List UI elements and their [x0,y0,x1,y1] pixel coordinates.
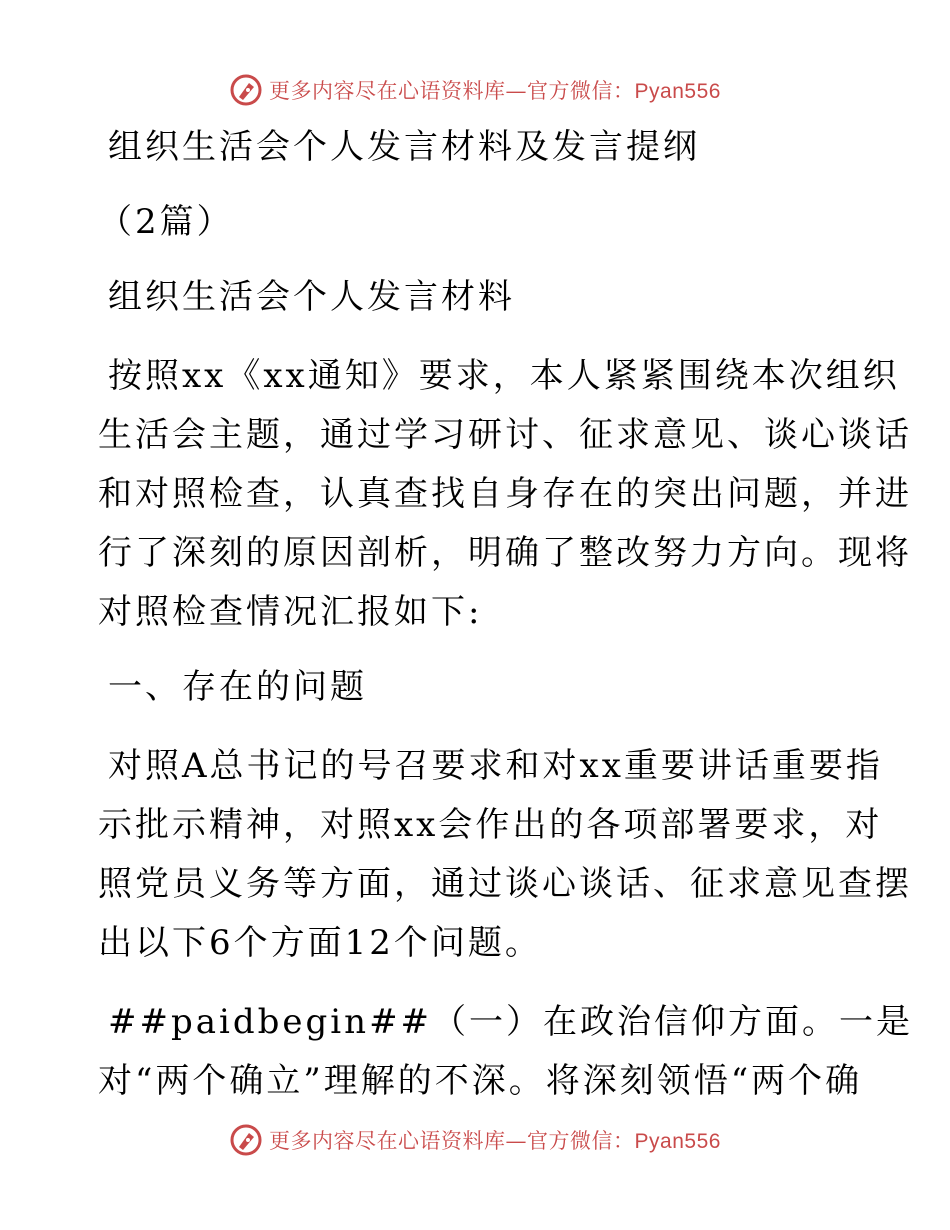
watermark-text: 更多内容尽在心语资料库—官方微信：Pyan556 [269,79,721,103]
paragraph-line: 生活会主题，通过学习研讨、征求意见、谈心谈话 [98,415,912,455]
section-title: 组织生活会个人发言材料 [108,277,515,317]
paragraph-line: 对“两个确立”理解的不深。将深刻领悟“两个确 [98,1061,863,1101]
paragraph-line: ##paidbegin##（一）在政治信仰方面。一是 [108,1002,914,1042]
paragraph-line: 示批示精神，对照xx会作出的各项部署要求，对 [98,805,883,845]
paragraph-line: 对照A总书记的号召要求和对xx重要讲话重要指 [108,746,883,786]
paragraph-political-belief [98,993,914,1111]
paragraph-line: 行了深刻的原因剖析，明确了整改努力方向。现将 [98,533,912,573]
paragraph-problems [98,737,912,973]
pen-nib-circle-logo-icon [229,1123,263,1157]
paragraph-line: 出以下6个方面12个问题。 [98,923,542,963]
paragraph-intro [98,347,912,642]
pen-nib-circle-logo-icon [229,73,263,107]
document-body [98,118,914,1111]
paragraph-line: 照党员义务等方面，通过谈心谈话、征求意见查摆 [98,864,912,904]
footer-watermark [0,1122,950,1158]
section-heading-problems: 一、存在的问题 [108,667,367,707]
paragraph-line: 按照xx《xx通知》要求，本人紧紧围绕本次组织 [108,356,900,396]
document-title: 组织生活会个人发言材料及发言提纲 [108,127,700,167]
document-title-count: （2篇） [98,202,234,242]
watermark-text: 更多内容尽在心语资料库—官方微信：Pyan556 [269,1129,721,1153]
paragraph-line: 和对照检查，认真查找自身存在的突出问题，并进 [98,474,912,514]
paragraph-line: 对照检查情况汇报如下: [98,592,483,632]
header-watermark [0,72,950,108]
